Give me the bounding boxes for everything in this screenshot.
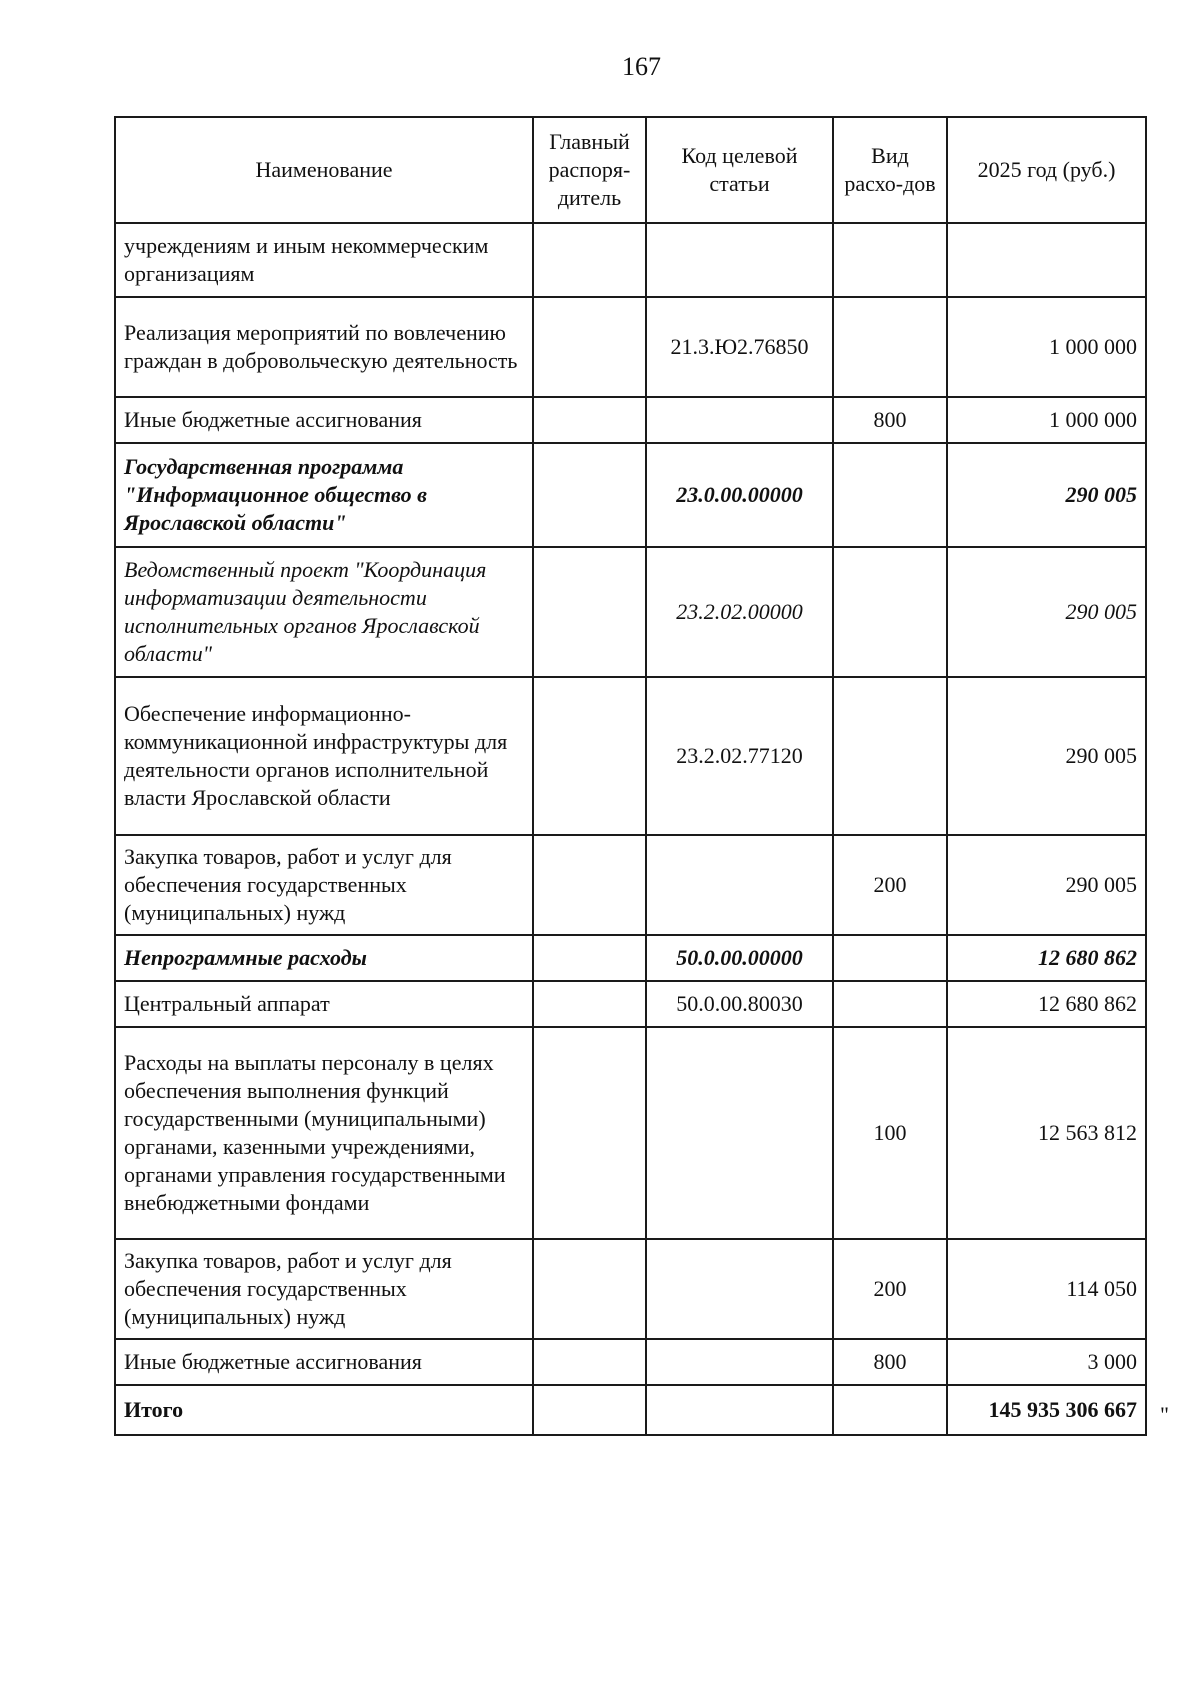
row-admin <box>533 223 646 297</box>
total-row <box>115 1385 1146 1435</box>
row-name: Закупка товаров, работ и услуг для обеспечения государственных (муниципальных) нужд <box>115 835 533 935</box>
row-type <box>833 677 947 835</box>
row-admin <box>533 1239 646 1339</box>
table-row <box>115 223 1146 297</box>
row-code <box>646 223 833 297</box>
row-admin <box>533 547 646 677</box>
table-header-row <box>115 117 1146 223</box>
row-name: Закупка товаров, работ и услуг для обеспечения государственных (муниципальных) нужд <box>115 1239 533 1339</box>
table-row <box>115 397 1146 443</box>
row-admin <box>533 835 646 935</box>
row-name: Реализация мероприятий по вовлечению граждан в добровольческую деятельность <box>115 297 533 397</box>
row-admin <box>533 443 646 547</box>
header-amount: 2025 год (руб.) <box>947 117 1146 223</box>
row-amount: 114 050 <box>947 1239 1146 1339</box>
row-admin <box>533 981 646 1027</box>
row-name: Ведомственный проект "Координация информатизации деятельности исполнительных органов Ярославской области" <box>115 547 533 677</box>
row-admin <box>533 1339 646 1385</box>
row-admin <box>533 1027 646 1239</box>
budget-table <box>114 116 1147 1436</box>
row-type <box>833 297 947 397</box>
row-code: 50.0.00.80030 <box>646 981 833 1027</box>
row-code <box>646 397 833 443</box>
row-type <box>833 547 947 677</box>
table-row <box>115 981 1146 1027</box>
row-amount: 1 000 000 <box>947 397 1146 443</box>
row-type <box>833 981 947 1027</box>
row-name: Центральный аппарат <box>115 981 533 1027</box>
table-row <box>115 1339 1146 1385</box>
row-code <box>646 1027 833 1239</box>
row-name: Расходы на выплаты персоналу в целях обеспечения выполнения функций государственными (муниципальными) органами, казенными учреждениями, органами управления государственными внебюджетными фондами <box>115 1027 533 1239</box>
row-code: 23.2.02.77120 <box>646 677 833 835</box>
row-admin <box>533 677 646 835</box>
row-code: 23.2.02.00000 <box>646 547 833 677</box>
table-row <box>115 1239 1146 1339</box>
row-admin <box>533 935 646 981</box>
row-code <box>646 1239 833 1339</box>
row-amount: 290 005 <box>947 835 1146 935</box>
row-amount: 12 563 812 <box>947 1027 1146 1239</box>
row-amount: 290 005 <box>947 443 1146 547</box>
table-row <box>115 1027 1146 1239</box>
row-name: Иные бюджетные ассигнования <box>115 1339 533 1385</box>
total-type <box>833 1385 947 1435</box>
header-chief-admin: Главный распоря-дитель <box>533 117 646 223</box>
row-name: Непрограммные расходы <box>115 935 533 981</box>
row-type <box>833 935 947 981</box>
header-expense-type: Вид расхо-дов <box>833 117 947 223</box>
table-row <box>115 547 1146 677</box>
row-type: 800 <box>833 1339 947 1385</box>
table-row <box>115 677 1146 835</box>
row-amount: 12 680 862 <box>947 935 1146 981</box>
table-row <box>115 443 1146 547</box>
total-admin <box>533 1385 646 1435</box>
total-label: Итого <box>115 1385 533 1435</box>
row-name: Обеспечение информационно-коммуникационной инфраструктуры для деятельности органов исполнительной власти Ярославской области <box>115 677 533 835</box>
row-admin <box>533 297 646 397</box>
row-type: 200 <box>833 835 947 935</box>
page-number: 167 <box>622 52 661 81</box>
row-type: 100 <box>833 1027 947 1239</box>
row-amount: 1 000 000 <box>947 297 1146 397</box>
header-name: Наименование <box>115 117 533 223</box>
row-amount: 12 680 862 <box>947 981 1146 1027</box>
row-code: 21.3.Ю2.76850 <box>646 297 833 397</box>
row-amount: 290 005 <box>947 677 1146 835</box>
row-type: 200 <box>833 1239 947 1339</box>
row-amount: 290 005 <box>947 547 1146 677</box>
row-code <box>646 1339 833 1385</box>
row-code <box>646 835 833 935</box>
header-target-code: Код целевой статьи <box>646 117 833 223</box>
row-admin <box>533 397 646 443</box>
row-name: Иные бюджетные ассигнования <box>115 397 533 443</box>
table-row <box>115 297 1146 397</box>
total-code <box>646 1385 833 1435</box>
row-type <box>833 223 947 297</box>
row-amount <box>947 223 1146 297</box>
table-row <box>115 835 1146 935</box>
table-row <box>115 935 1146 981</box>
row-type: 800 <box>833 397 947 443</box>
total-amount: 145 935 306 667 <box>947 1385 1146 1435</box>
row-amount: 3 000 <box>947 1339 1146 1385</box>
row-name: учреждениям и иным некоммерческим организациям <box>115 223 533 297</box>
row-name: Государственная программа "Информационное общество в Ярославской области" <box>115 443 533 547</box>
row-code: 23.0.00.00000 <box>646 443 833 547</box>
row-type <box>833 443 947 547</box>
row-code: 50.0.00.00000 <box>646 935 833 981</box>
closing-quote: " <box>1160 1402 1169 1427</box>
